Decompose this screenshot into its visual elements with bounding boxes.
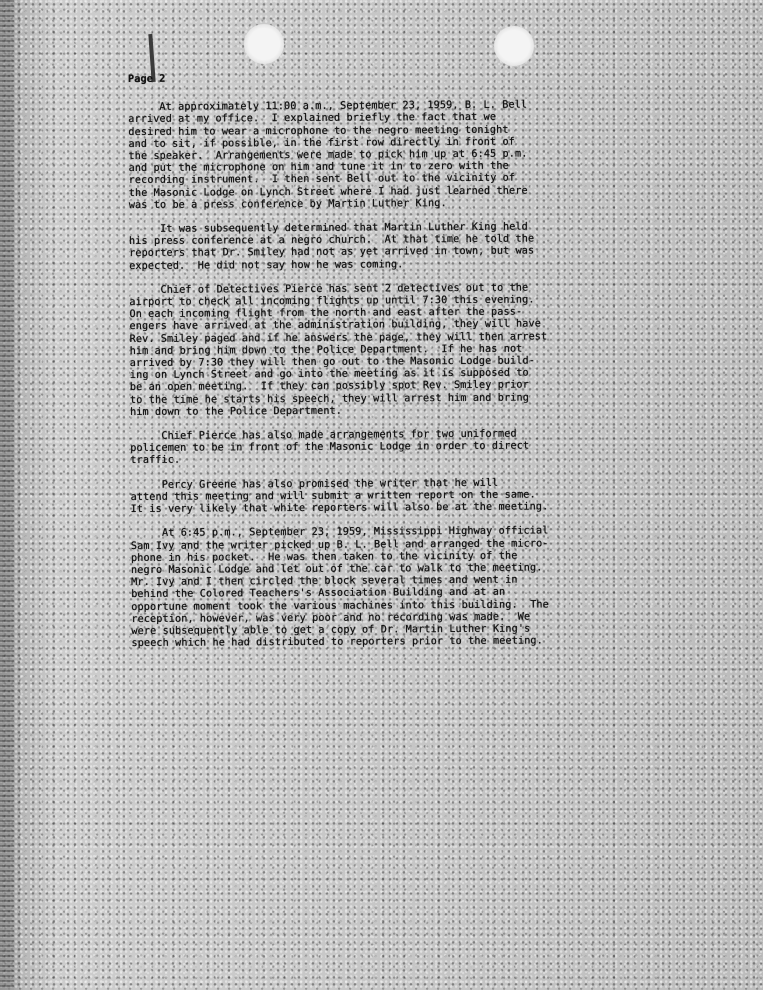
text-line: traffic.	[130, 455, 181, 467]
text-line: At approximately 11:00 a.m., September 23, 1959, B. L. Bell	[128, 99, 528, 114]
paragraph	[129, 220, 729, 272]
text-line: was to be a press conference by Martin Luther King.	[128, 197, 447, 211]
document-body	[128, 70, 732, 662]
text-line: Mr. Ivy and I then circled the block several times and went in	[131, 574, 518, 589]
text-line: and to sit, if possible, in the first row directly in front of	[128, 136, 515, 150]
text-line: reporters that Dr. Smiley had not as yet arrived in town, but was	[129, 245, 535, 260]
text-line: Chief of Detectives Pierce has sent 2 detectives out to the	[129, 282, 529, 296]
text-line: On each incoming flight from the north and east after the pass-	[129, 306, 523, 321]
text-line: reception, however, was very poor and no recording was made. We	[131, 611, 531, 625]
text-line: It is very likely that white reporters will also be at the meeting.	[130, 501, 549, 516]
text-line: It was subsequently determined that Martin Luther King held	[128, 221, 528, 236]
text-line: speech which he had distributed to reporters prior to the meeting.	[131, 635, 543, 650]
text-line: negro Masonic Lodge and let out of the car to walk to the meeting.	[130, 562, 543, 576]
paragraph	[128, 99, 729, 212]
text-line: arrived by 7:30 they will then go out to the Masonic Lodge build-	[129, 355, 535, 370]
text-line: be an open meeting. If they can possibly spot Rev. Smiley prior	[129, 380, 529, 394]
punch-hole	[244, 24, 284, 64]
paragraph	[131, 525, 732, 651]
text-line: expected. He did not say how he was coming.	[129, 258, 404, 272]
text-line: the Masonic Lodge on Lynch Street where I had just learned there	[128, 185, 528, 199]
text-line: ing on Lynch Street and go into the meeting as it is supposed to	[129, 367, 529, 382]
text-line: Sam Ivy and the writer picked up B. L. Bell and arranged the micro-	[130, 537, 549, 552]
paragraph	[130, 427, 730, 467]
text-line: him down to the Police Department.	[130, 405, 343, 418]
text-line: policemen to be in front of the Masonic Lodge in order to direct	[130, 440, 530, 455]
text-line: desired him to wear a microphone to the negro meeting tonight	[128, 124, 509, 138]
text-line: Rev. Smiley paged and if he answers the page, they will then arrest	[129, 331, 548, 345]
text-line: arrived at my office. I explained briefly the fact that we	[128, 112, 497, 126]
text-line: the speaker. Arrangements were made to pick him up at 6:45 p.m.	[128, 148, 528, 163]
text-line: him and bring him down to the Police Department. If he has not	[129, 343, 523, 357]
text-line: airport to check all incoming flights up until 7:30 this evening.	[129, 294, 535, 309]
text-line: opportune moment took the various machines into this building. The	[131, 598, 549, 613]
punch-hole	[494, 26, 534, 66]
text-line: recording instrument. I then sent Bell out to the vicinity of	[128, 173, 516, 187]
text-line: At 6:45 p.m., September 23, 1959, Mississippi Highway official	[130, 525, 549, 540]
paragraph	[129, 281, 730, 419]
text-line: phone in his pocket. He was then taken to the vicinity of the	[130, 550, 518, 564]
text-line: Percy Greene has also promised the writer that he will	[130, 477, 499, 491]
text-line: engers have arrived at the administration building, they will have	[129, 318, 541, 333]
text-line: Chief Pierce has also made arrangements for two uniformed	[130, 428, 517, 443]
text-line: attend this meeting and will submit a written report on the same.	[130, 489, 536, 503]
paragraphs-container	[128, 99, 731, 651]
page-label: Page 2	[128, 73, 166, 85]
text-line: and put the microphone on him and tune it in to zero with the	[128, 160, 509, 175]
paragraph	[130, 476, 730, 516]
text-line: behind the Colored Teachers's Association Building and at an	[131, 587, 506, 601]
scan-left-edge	[0, 0, 14, 990]
text-line: his press conference at a negro church. At that time he told the	[128, 233, 535, 248]
text-line: to the time he starts his speech, they will arrest him and bring	[129, 392, 529, 406]
text-line: were subsequently able to get a copy of Dr. Martin Luther King's	[131, 623, 531, 637]
